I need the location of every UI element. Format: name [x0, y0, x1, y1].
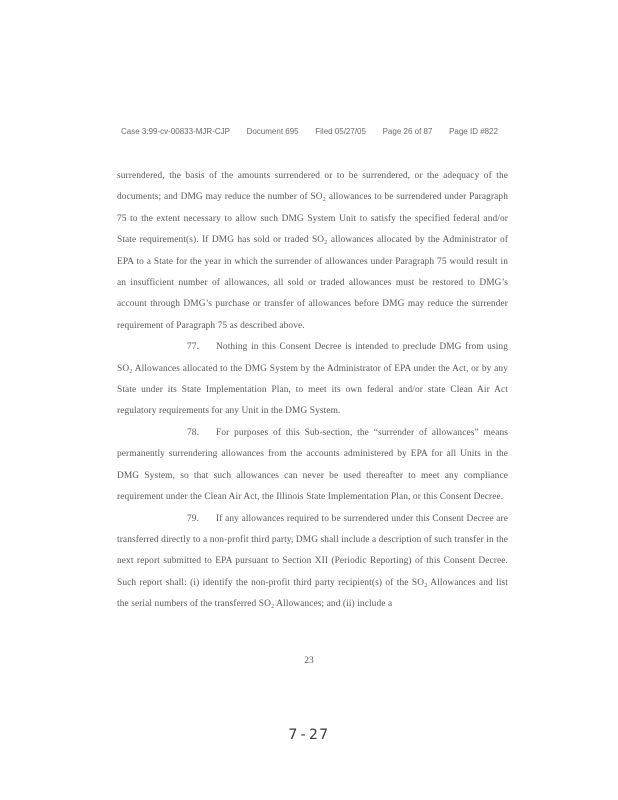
paragraph-78	[117, 423, 508, 509]
header-document-number: Document 695	[246, 127, 299, 136]
paragraph-78-number: 78.	[187, 427, 200, 438]
page-number: 23	[304, 656, 314, 666]
paragraph-continuation-text: surrendered, the basis of the amounts surrendered or to be surrendered, or the adequacy of the documents; and DMG may reduce the number of SO₂ allowances to be surrendered under Paragraph 75 to the extent necessary to allow such DMG System Unit to satisfy the specified federal and/or State requirement(s). If DMG has sold or traded SO₂ allowances allocated by the Administrator of EPA to a State for the year in which the surrender of allowances under Paragraph 75 would result in an insufficient number of allowances, all sold or traded allowances must be restored to DMG’s account through DMG’s purchase or transfer of allowances before DMG may reduce the surrender requirement of Paragraph 75 as described above.	[117, 171, 508, 331]
header-page-count: Page 26 of 87	[382, 127, 433, 136]
footer-exhibit-stamp: 7-27	[288, 727, 330, 743]
paragraph-77-number: 77.	[187, 342, 200, 353]
paragraph-continuation	[117, 166, 508, 337]
header-filed-date: Filed 05/27/05	[315, 127, 366, 136]
paragraph-77-text: Nothing in this Consent Decree is intended to preclude DMG from using SO₂ Allowances allocated to the DMG System by the Administrator of EPA under the Act, or by any State under its State Implementation Plan, to meet its own federal and/or state Clean Air Act regulatory requirements for any Unit in the DMG System.	[117, 342, 508, 417]
header-page-id: Page ID #822	[449, 127, 498, 136]
paragraph-78-text: For purposes of this Sub-section, the “surrender of allowances” means permanently surrendering allowances from the accounts administered by EPA for all Units in the DMG System, so that such allowances can never be used thereafter to meet any compliance requirement under the Clean Air Act, the Illinois State Implementation Plan, or this Consent Decree.	[117, 427, 508, 503]
paragraph-79	[117, 509, 508, 616]
paragraph-77	[117, 337, 508, 423]
header-case-number: Case 3:99-cv-00833-MJR-CJP	[121, 127, 230, 136]
document-body	[117, 166, 508, 616]
paragraph-79-number: 79.	[187, 513, 200, 524]
paragraph-79-text: If any allowances required to be surrendered under this Consent Decree are transferred directly to a non-profit third party, DMG shall include a description of such transfer in the next report submitted to EPA pursuant to Section XII (Periodic Reporting) of this Consent Decree. Such report shall: (i) identify the non-profit third party recipient(s) of the SO₂ Allowances and list the serial numbers of the transferred SO₂ Allowances; and (ii) include a	[117, 513, 508, 610]
ecf-case-header	[121, 127, 498, 136]
